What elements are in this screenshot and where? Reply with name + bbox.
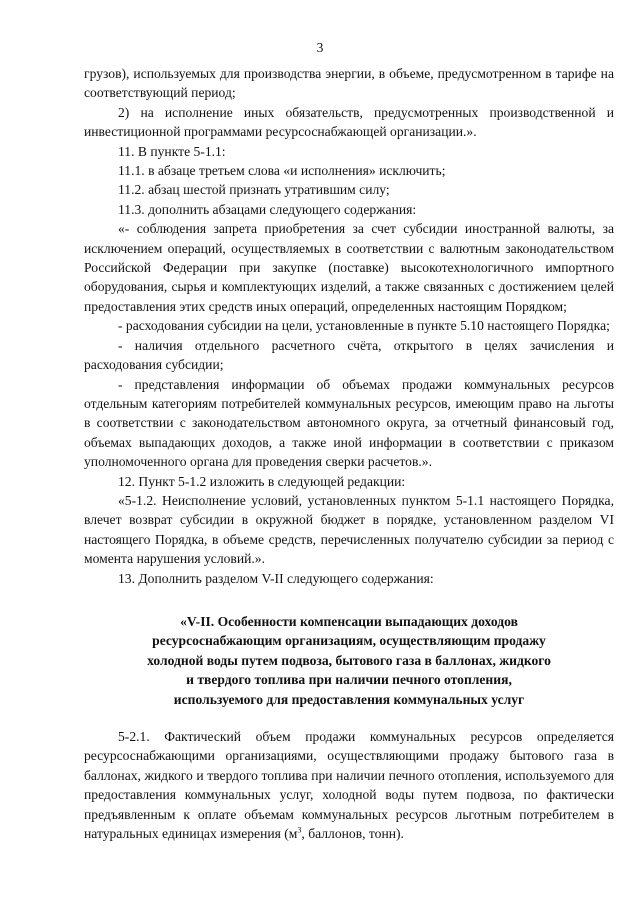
section-heading-line: ресурсоснабжающим организациям, осуществляющим продажу [152, 633, 546, 649]
paragraph-separate-account: - наличия отдельного расчетного счёта, открытого в целях зачисления и расходования субсидии; [84, 337, 614, 373]
section-heading-line: и твердого топлива при наличии печного отопления, [186, 672, 512, 688]
section-heading-line: используемого для предоставления коммунальных услуг [173, 691, 525, 707]
section-heading-line: «V-II. Особенности компенсации выпадающих доходов [180, 613, 518, 629]
section-heading [84, 612, 614, 709]
cubic-superscript: 3 [297, 825, 302, 835]
paragraph-11-3: 11.3. дополнить абзацами следующего содержания: [118, 201, 417, 217]
paragraph-5-1-2: «5-1.2. Неисполнение условий, установленных пунктом 5-1.1 настоящего Порядка, влечет возврат субсидии в окружной бюджет в порядке, установленном разделом VI настоящего Порядка, в объеме средств, перечисленных получателю субсидии за период с момента нарушения условий.». [84, 492, 614, 567]
paragraph-item-2: 2) на исполнение иных обязательств, предусмотренных производственной и инвестиционной программами ресурсоснабжающей организации.». [84, 104, 614, 140]
section-heading-line: холодной воды путем подвоза, бытового газа в баллонах, жидкого [147, 652, 551, 668]
paragraph-subsidy-spending: - расходования субсидии на цели, установленные в пункте 5.10 настоящего Порядка; [118, 318, 610, 334]
paragraph-5-2-1-text: 5-2.1. Фактический объем продажи коммунальных ресурсов определяется ресурсоснабжающими организациями, осуществляющими продажу бытового газа в баллонах, жидкого и твердого топлива при наличии печного отопления, используемого для предоставления коммунальных услуг, холодной воды путем подвоза, по фактически предъявленным к оплате объемам коммунальных ресурсов льготным потребителем в натуральных единицах измерения (м [84, 729, 614, 842]
page-number: 3 [316, 40, 324, 55]
paragraph-continuation: грузов), используемых для производства энергии, в объеме, предусмотренном в тарифе на соответствующий период; [84, 66, 614, 101]
paragraph-point-11: 11. В пункте 5-1.1: [118, 143, 226, 159]
paragraph-point-13: 13. Дополнить разделом V-II следующего содержания: [118, 570, 434, 586]
paragraph-point-12: 12. Пункт 5-1.2 изложить в следующей редакции: [118, 473, 406, 489]
document-body [84, 64, 614, 843]
paragraph-information-provision: - представления информации об объемах продажи коммунальных ресурсов отдельным категориям потребителей коммунальных ресурсов, имеющим право на льготы в соответствии с законодательством автономного округа, за отчетный финансовый год, объемах выпадающих доходов, а также иной информации в соответствии с приказом уполномоченного органа для проведения сверки расчетов.». [84, 376, 614, 470]
paragraph-11-2: 11.2. абзац шестой признать утратившим силу; [118, 182, 390, 198]
paragraph-currency-ban: «- соблюдения запрета приобретения за счет субсидии иностранной валюты, за исключением операций, осуществляемых в соответствии с валютным законодательством Российской Федерации при закупке (поставке) высокотехнологичного импортного оборудования, сырья и комплектующих изделий, а также связанных с достижением целей предоставления этих средств иных операций, определенных настоящим Порядком; [84, 221, 614, 314]
paragraph-5-2-1-tail: , баллонов, тонн). [301, 826, 404, 842]
paragraph-11-1: 11.1. в абзаце третьем слова «и исполнения» исключить; [118, 163, 446, 179]
paragraph-5-2-1 [84, 727, 614, 843]
